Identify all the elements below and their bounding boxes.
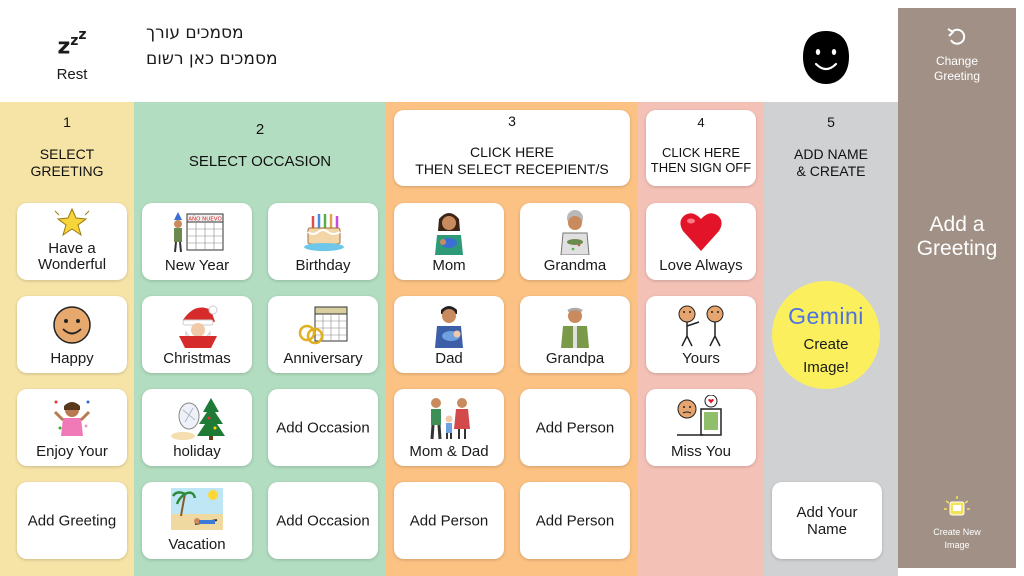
column-1-title-2: GREETING bbox=[30, 163, 104, 179]
column-5-number: 5 bbox=[827, 114, 835, 130]
gemini-logo: Gemini bbox=[788, 303, 864, 329]
add-occasion-label-1: Add Occasion bbox=[276, 419, 370, 436]
happy-label: Happy bbox=[50, 350, 94, 367]
sign-off-button[interactable] bbox=[646, 110, 756, 186]
column-3-title-1: CLICK HERE bbox=[469, 144, 555, 160]
two-people-pointing-icon bbox=[673, 302, 729, 348]
add-person-label-2: Add Person bbox=[409, 512, 489, 529]
add-occasion-label-2: Add Occasion bbox=[276, 512, 370, 529]
svg-text:AÑO NUEVO: AÑO NUEVO bbox=[188, 216, 222, 223]
add-occasion-card-2[interactable] bbox=[268, 482, 378, 559]
add-person-card-2[interactable] bbox=[394, 482, 504, 559]
enjoy-your-card[interactable] bbox=[17, 389, 127, 466]
add-greeting-label: Add Greeting bbox=[27, 512, 117, 529]
add-person-label-3: Add Person bbox=[535, 512, 615, 529]
star-sparkle-icon bbox=[52, 207, 92, 237]
enjoy-your-label: Enjoy Your bbox=[36, 443, 108, 460]
column-1-title-1: SELECT bbox=[39, 146, 95, 162]
column-1-header bbox=[0, 114, 134, 180]
column-3-header bbox=[394, 113, 630, 178]
column-3-number: 3 bbox=[508, 113, 516, 129]
hebrew-line-2: מסמכים כאן רשום bbox=[146, 49, 278, 69]
mom-and-dad-label: Mom & Dad bbox=[409, 443, 489, 460]
dad-card[interactable] bbox=[394, 296, 504, 373]
beach-vacation-icon bbox=[169, 486, 225, 532]
zzz-icon: $z^{zz}$ bbox=[57, 27, 87, 60]
dad-label: Dad bbox=[435, 350, 463, 367]
image-label: Image! bbox=[803, 359, 849, 376]
wonderful-label: Wonderful bbox=[37, 256, 107, 273]
family-icon bbox=[424, 395, 474, 441]
new-year-calendar-icon bbox=[169, 210, 225, 254]
add-a-greeting-label-1: Add a bbox=[929, 213, 985, 236]
vacation-label: Vacation bbox=[168, 536, 226, 553]
column-2-number: 2 bbox=[255, 121, 265, 138]
column-4-number: 4 bbox=[697, 115, 705, 130]
column-5-header bbox=[764, 114, 898, 180]
column-sign-off bbox=[638, 102, 764, 576]
name-label: Name bbox=[806, 520, 847, 538]
rest-label: Rest bbox=[56, 66, 88, 84]
column-2-header bbox=[134, 121, 386, 170]
dad-person-icon bbox=[429, 302, 469, 348]
grandpa-card[interactable] bbox=[520, 296, 630, 373]
mom-card[interactable] bbox=[394, 203, 504, 280]
column-3-title-2: THEN SELECT RECEPIENT/S bbox=[415, 161, 609, 177]
yours-card[interactable] bbox=[646, 296, 756, 373]
mom-label: Mom bbox=[432, 257, 466, 274]
add-greeting-card[interactable] bbox=[17, 482, 127, 559]
smiley-face-icon bbox=[52, 305, 92, 345]
holiday-label: holiday bbox=[173, 443, 221, 460]
add-person-card-1[interactable] bbox=[520, 389, 630, 466]
add-occasion-card-1[interactable] bbox=[268, 389, 378, 466]
birthday-label: Birthday bbox=[295, 257, 351, 274]
column-5-title-1: ADD NAME bbox=[794, 146, 868, 162]
rest-button[interactable] bbox=[40, 28, 104, 90]
happy-card[interactable] bbox=[17, 296, 127, 373]
grandpa-person-icon bbox=[555, 302, 595, 348]
change-greeting-button[interactable] bbox=[898, 26, 1016, 83]
holiday-card[interactable] bbox=[142, 389, 252, 466]
select-recipients-button[interactable] bbox=[394, 110, 630, 186]
grandpa-label: Grandpa bbox=[545, 350, 605, 367]
anniversary-card[interactable] bbox=[268, 296, 378, 373]
have-a-wonderful-card[interactable] bbox=[17, 203, 127, 280]
grandma-label: Grandma bbox=[543, 257, 607, 274]
column-4-title-1: CLICK HERE bbox=[661, 145, 741, 160]
create-new-image-label-1: Create New bbox=[933, 527, 981, 537]
new-year-card[interactable] bbox=[142, 203, 252, 280]
column-occasion bbox=[134, 102, 386, 576]
top-bar bbox=[0, 0, 898, 102]
create-new-image-button[interactable] bbox=[898, 496, 1016, 551]
column-2-title: SELECT OCCASION bbox=[188, 153, 332, 170]
mom-person-icon bbox=[429, 209, 469, 255]
santa-claus-icon bbox=[175, 302, 219, 348]
yours-label: Yours bbox=[682, 350, 720, 367]
miss-you-card[interactable] bbox=[646, 389, 756, 466]
celebrating-girl-icon bbox=[50, 396, 94, 440]
love-always-label: Love Always bbox=[659, 257, 743, 274]
hebrew-line-1: מסמכים עורך bbox=[146, 23, 244, 43]
right-sidebar bbox=[898, 8, 1016, 568]
column-4-header bbox=[646, 115, 756, 175]
vacation-card[interactable] bbox=[142, 482, 252, 559]
have-a-label: Have a bbox=[48, 240, 96, 257]
undo-arrow-icon bbox=[946, 26, 968, 48]
lightbulb-image-icon bbox=[944, 496, 970, 520]
change-greeting-label-2: Greeting bbox=[933, 69, 981, 83]
create-label: Create bbox=[803, 336, 849, 353]
column-recipients bbox=[386, 102, 638, 576]
add-your-label: Add Your bbox=[796, 503, 858, 521]
add-a-greeting-label-2: Greeting bbox=[916, 237, 998, 260]
column-1-number: 1 bbox=[63, 114, 71, 130]
anniversary-label: Anniversary bbox=[283, 350, 363, 367]
new-year-label: New Year bbox=[164, 257, 230, 274]
add-person-card-3[interactable] bbox=[520, 482, 630, 559]
christmas-label: Christmas bbox=[163, 350, 231, 367]
holiday-tree-icon bbox=[169, 396, 225, 440]
face-mask-icon[interactable] bbox=[802, 30, 850, 85]
column-5-title-2: & CREATE bbox=[796, 163, 866, 179]
add-a-greeting-button[interactable] bbox=[898, 213, 1016, 261]
grandma-card[interactable] bbox=[520, 203, 630, 280]
add-your-name-card[interactable] bbox=[772, 482, 882, 559]
change-greeting-label-1: Change bbox=[935, 54, 979, 68]
gemini-create-image-button[interactable] bbox=[772, 281, 880, 389]
grandma-person-icon bbox=[555, 209, 595, 255]
column-greeting bbox=[0, 102, 134, 576]
create-new-image-label-2: Image bbox=[944, 540, 970, 550]
love-always-card[interactable] bbox=[646, 203, 756, 280]
miss-you-label: Miss You bbox=[670, 443, 732, 460]
person-with-photo-icon bbox=[673, 395, 729, 441]
add-person-label-1: Add Person bbox=[535, 419, 615, 436]
column-4-title-2: THEN SIGN OFF bbox=[650, 160, 752, 175]
heart-icon bbox=[679, 211, 723, 253]
birthday-card[interactable] bbox=[268, 203, 378, 280]
document-title bbox=[146, 20, 278, 72]
birthday-cake-icon bbox=[301, 210, 345, 254]
mom-and-dad-card[interactable] bbox=[394, 389, 504, 466]
christmas-card[interactable] bbox=[142, 296, 252, 373]
anniversary-rings-calendar-icon bbox=[295, 303, 351, 347]
